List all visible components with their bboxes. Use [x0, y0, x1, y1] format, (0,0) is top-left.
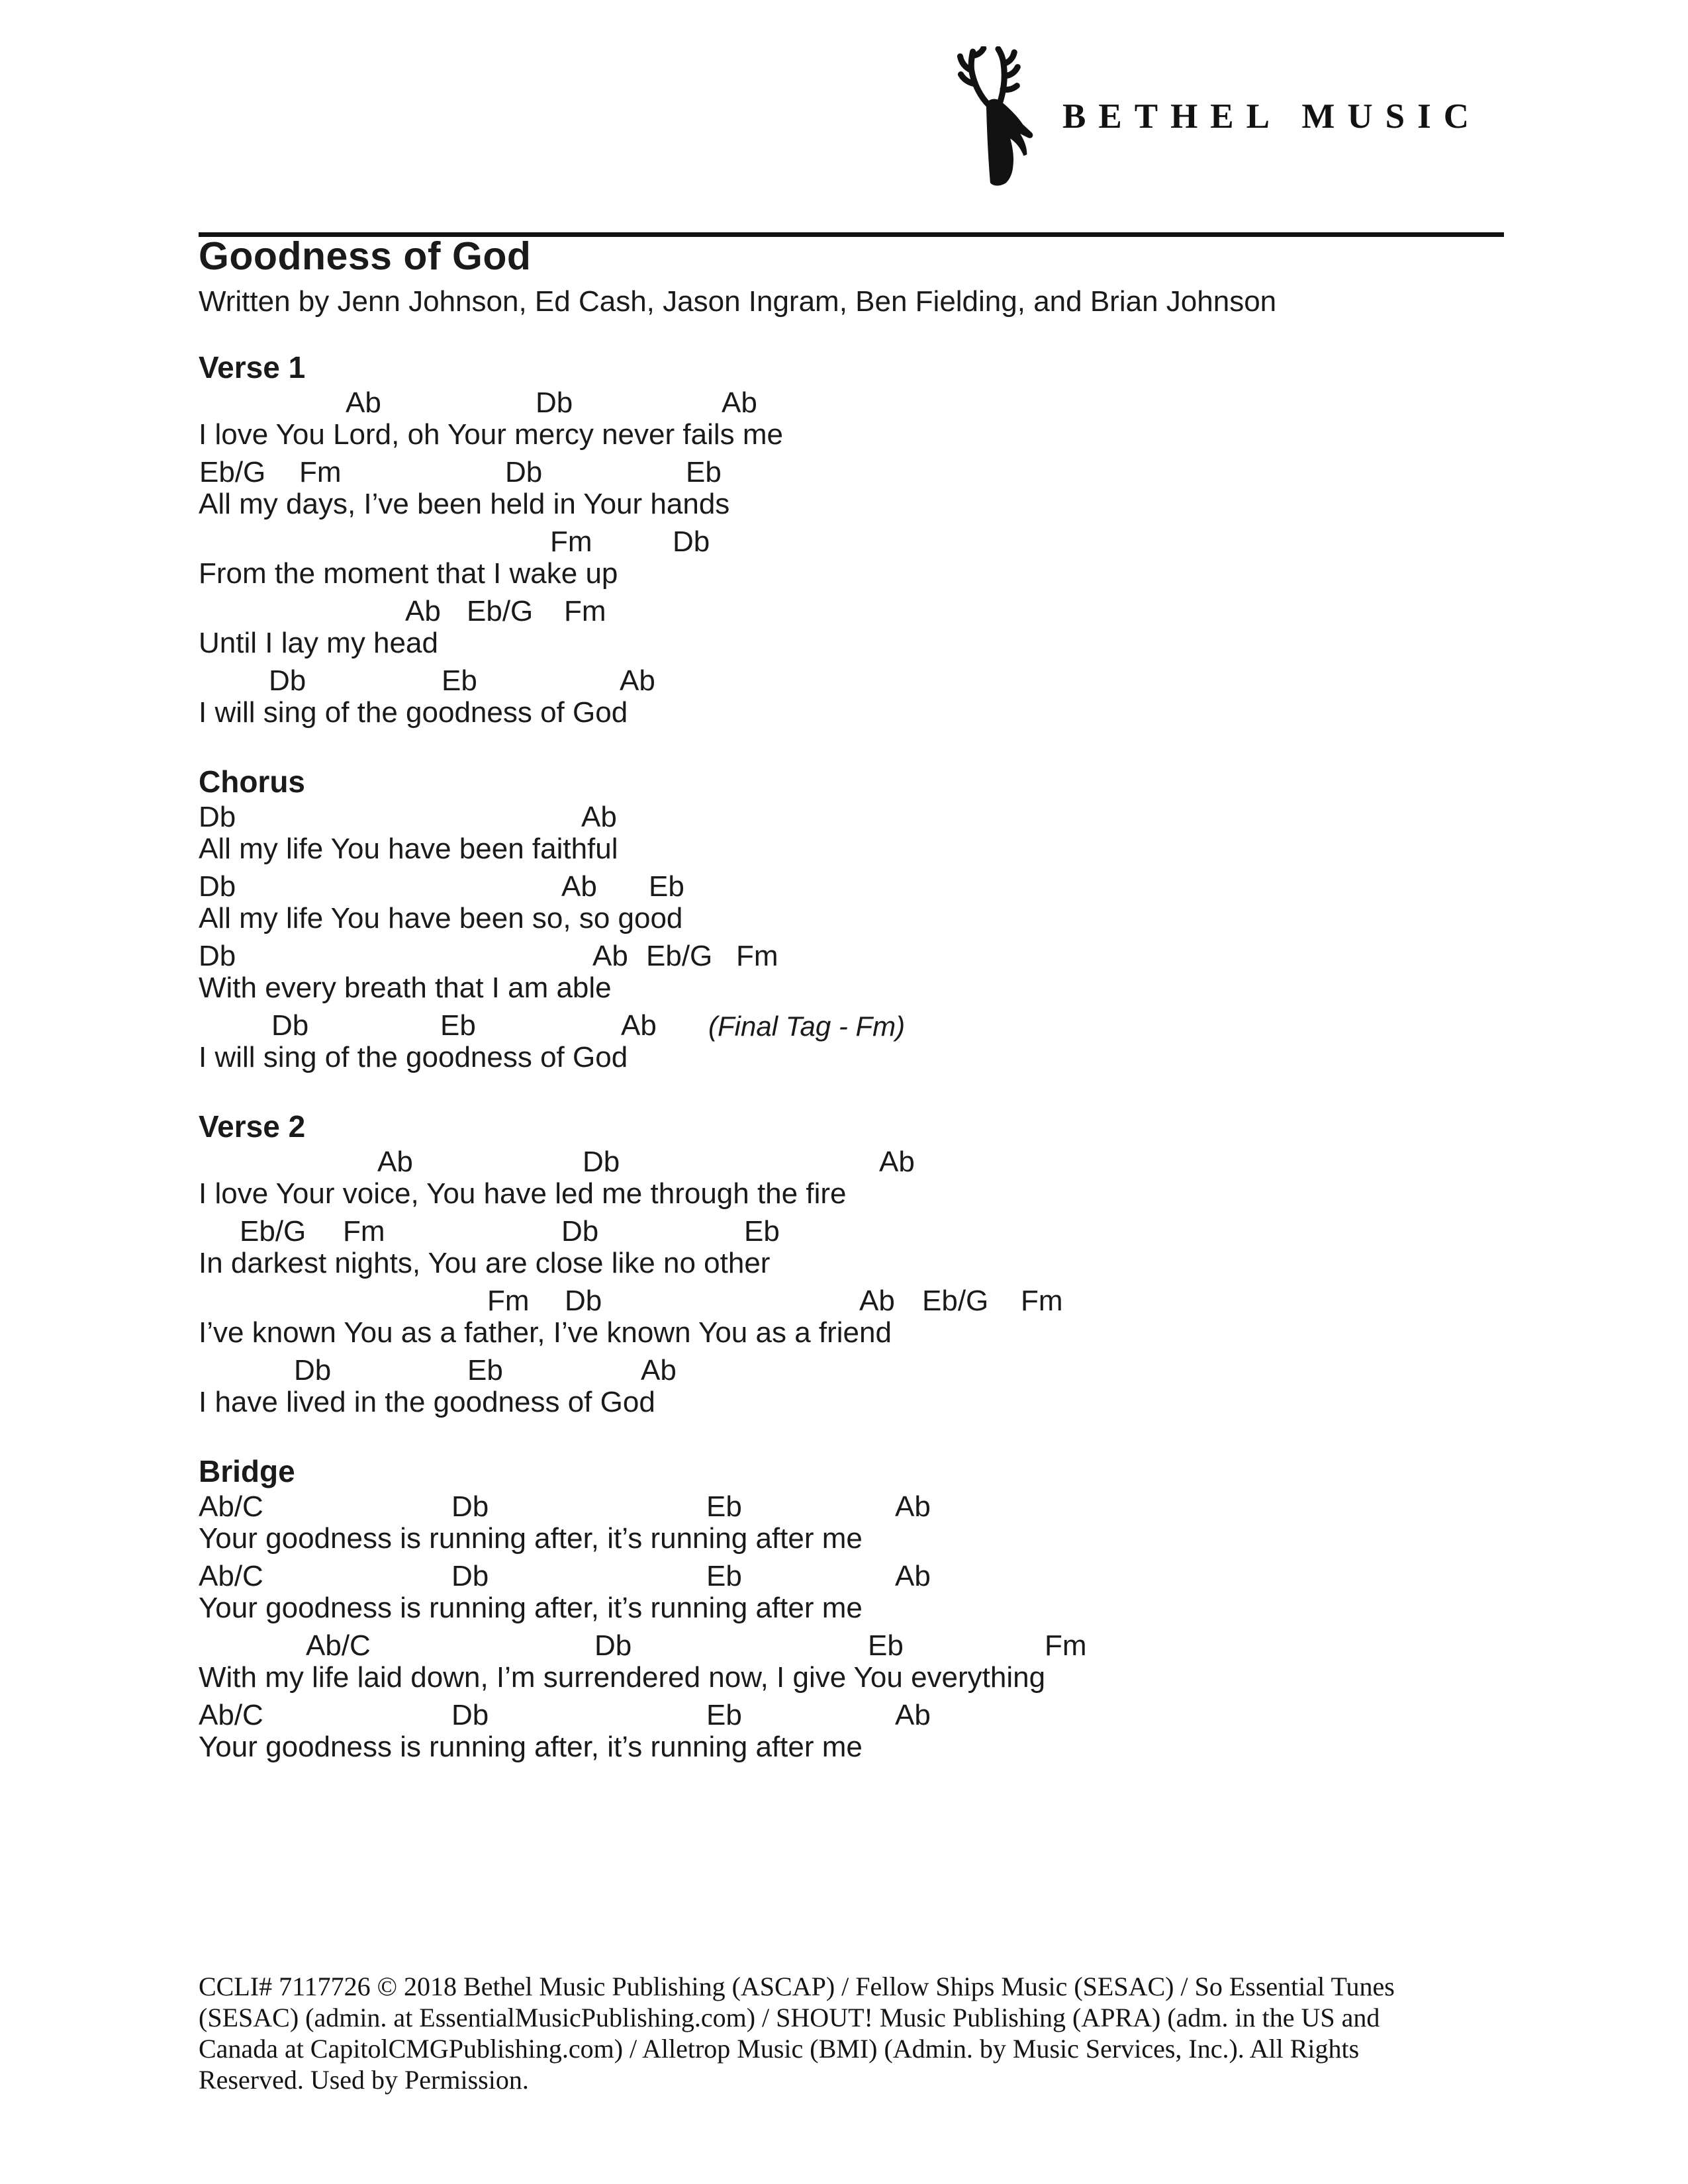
section-chorus: [199, 763, 1508, 1078]
chord: Ab: [620, 664, 655, 697]
chord: Db: [199, 940, 236, 972]
chord: Eb: [706, 1490, 742, 1523]
section-header: Verse 1: [199, 350, 306, 385]
chord: Db: [451, 1490, 489, 1523]
chord: Db: [536, 387, 573, 419]
deer-stag-icon: [955, 46, 1043, 187]
chord-line: [199, 1284, 1508, 1316]
lyric-line: With my life laid down, I’m surrendered now, I give You everything: [199, 1661, 1046, 1694]
chord: Ab: [561, 870, 597, 903]
chord: Fm: [1021, 1285, 1063, 1317]
chord: Ab: [895, 1490, 931, 1523]
copyright-line: (SESAC) (admin. at EssentialMusicPublishing.com) / SHOUT! Music Publishing (APRA) (adm. in the US and: [199, 2003, 1380, 2032]
chord: Ab: [859, 1285, 895, 1317]
chord-lyric-pair: [199, 939, 1508, 1009]
chord-lyric-pair: [199, 1353, 1508, 1423]
lyric-line: I’ve known You as a father, I’ve known You as a friend: [199, 1316, 892, 1349]
chord: Ab: [621, 1009, 657, 1042]
lyric-line: From the moment that I wake up: [199, 557, 618, 590]
lyric-line: All my life You have been so, so good: [199, 902, 683, 934]
chord: Eb/G: [646, 940, 713, 972]
lyric-line: I love You Lord, oh Your mercy never fails me: [199, 418, 783, 451]
chord: Db: [594, 1629, 632, 1662]
chord-lyric-pair: [199, 1629, 1508, 1698]
chord: Ab: [592, 940, 628, 972]
chord-lyric-pair: [199, 1009, 1508, 1078]
chord: Ab: [722, 387, 757, 419]
chord: Eb: [744, 1215, 780, 1248]
chord: Ab: [879, 1146, 915, 1178]
section-verse-1: [199, 349, 1508, 733]
chord: Eb: [442, 664, 477, 697]
section-verse-2: [199, 1108, 1508, 1423]
written-by-line: Written by Jenn Johnson, Ed Cash, Jason Ingram, Ben Fielding, and Brian Johnson: [199, 285, 1277, 318]
chord: Db: [451, 1560, 489, 1592]
chord-lyric-pair: [199, 1490, 1508, 1559]
chord: Db: [269, 664, 306, 697]
chord-lyric-pair: [199, 1214, 1508, 1284]
chord-lyric-pair: [199, 594, 1508, 664]
chord-lyric-pair: [199, 1559, 1508, 1629]
chord: Db: [565, 1285, 602, 1317]
chord-lyric-pair: [199, 1145, 1508, 1214]
lyric-line: I will sing of the goodness of God: [199, 696, 628, 729]
chord: Ab: [346, 387, 381, 419]
chord: Eb: [649, 870, 684, 903]
section-header: Bridge: [199, 1454, 295, 1488]
chord: Ab/C: [199, 1490, 263, 1523]
chord: Db: [583, 1146, 620, 1178]
chord-line: [199, 1214, 1508, 1247]
chord-line: [199, 1145, 1508, 1177]
chord: Ab: [581, 801, 617, 833]
chord-lyric-pair: [199, 1284, 1508, 1353]
copyright-line: CCLI# 7117726 © 2018 Bethel Music Publishing (ASCAP) / Fellow Ships Music (SESAC) / So Essential Tunes: [199, 1972, 1395, 2001]
lyric-line: Your goodness is running after, it’s running after me: [199, 1592, 863, 1624]
chord: Db: [451, 1699, 489, 1731]
chord-line: [199, 800, 1508, 833]
chord-line: [199, 870, 1508, 902]
copyright-text: [199, 1971, 1395, 2095]
chord: Eb/G: [199, 456, 266, 488]
lyric-line: All my life You have been faithful: [199, 833, 618, 865]
chord: Eb: [440, 1009, 476, 1042]
chord-lyric-pair: [199, 800, 1508, 870]
chord: Db: [294, 1354, 332, 1387]
lyric-line: In darkest nights, You are close like no other: [199, 1247, 771, 1279]
chord: Ab: [377, 1146, 413, 1178]
section-header: Chorus: [199, 764, 305, 799]
chord: Fm: [550, 525, 592, 558]
chord: Ab/C: [199, 1699, 263, 1731]
lyric-line: Your goodness is running after, it’s running after me: [199, 1522, 863, 1555]
lyric-line: I love Your voice, You have led me through the fire: [199, 1177, 847, 1210]
chord-line: [199, 594, 1508, 627]
chord: Db: [199, 870, 236, 903]
chord-lyric-pair: [199, 870, 1508, 939]
section-header: Verse 2: [199, 1109, 306, 1144]
chord-lyric-pair: [199, 1698, 1508, 1768]
lyric-line: I have lived in the goodness of God: [199, 1386, 655, 1418]
chord: Fm: [487, 1285, 530, 1317]
chord-line: [199, 1698, 1508, 1731]
lyric-line: All my days, I’ve been held in Your hands: [199, 488, 730, 520]
chord: Eb/G: [922, 1285, 989, 1317]
chord: Db: [505, 456, 543, 488]
chord: Eb: [686, 456, 722, 488]
chord-line: [199, 455, 1508, 488]
chord: Eb: [467, 1354, 503, 1387]
chord-lyric-pair: [199, 455, 1508, 525]
chord-line: [199, 1009, 1508, 1041]
copyright-line: Reserved. Used by Permission.: [199, 2065, 529, 2095]
chord: Fm: [736, 940, 778, 972]
lyric-line: With every breath that I am able: [199, 972, 612, 1004]
chord: Ab: [405, 595, 441, 627]
chord-lyric-pair: [199, 386, 1508, 455]
chord-lyric-pair: [199, 664, 1508, 733]
chord: Fm: [343, 1215, 385, 1248]
chord-line: [199, 1559, 1508, 1592]
chord-line: [199, 1629, 1508, 1661]
chord: Db: [199, 801, 236, 833]
chord-line: [199, 1490, 1508, 1522]
copyright-line: Canada at CapitolCMGPublishing.com) / Alletrop Music (BMI) (Admin. by Music Services, Inc.). All Rights: [199, 2034, 1360, 2064]
chord: Ab/C: [199, 1560, 263, 1592]
chord: Eb: [706, 1560, 742, 1592]
section-bridge: [199, 1453, 1508, 1768]
brand-text: BETHEL MUSIC: [1062, 97, 1481, 136]
chord: Ab/C: [306, 1629, 371, 1662]
chord-line: [199, 1353, 1508, 1386]
chord: Ab: [895, 1560, 931, 1592]
lyric-line: Until I lay my head: [199, 627, 438, 659]
chord-line: [199, 525, 1508, 557]
lyric-line: Your goodness is running after, it’s running after me: [199, 1731, 863, 1763]
lyric-line: I will sing of the goodness of God: [199, 1041, 628, 1073]
chord-line: [199, 386, 1508, 418]
chord-lyric-pair: [199, 525, 1508, 594]
chord: Ab: [895, 1699, 931, 1731]
chord: Eb: [706, 1699, 742, 1731]
chord: Fm: [299, 456, 342, 488]
chord: Db: [673, 525, 710, 558]
chord: Fm: [564, 595, 606, 627]
chord: Eb/G: [240, 1215, 306, 1248]
chord-line: [199, 664, 1508, 696]
chord: Ab: [641, 1354, 677, 1387]
chord: Eb: [868, 1629, 904, 1662]
bethel-music-logo: [955, 46, 1481, 187]
song-title: Goodness of God: [199, 234, 532, 278]
chord: Fm: [1045, 1629, 1087, 1662]
chord-annotation: (Final Tag - Fm): [708, 1011, 906, 1042]
chord: Db: [561, 1215, 599, 1248]
document-body: [199, 236, 1508, 1768]
chord: Eb/G: [467, 595, 534, 627]
chord: Db: [271, 1009, 309, 1042]
song-sections: [199, 349, 1508, 1768]
chord-line: [199, 939, 1508, 972]
